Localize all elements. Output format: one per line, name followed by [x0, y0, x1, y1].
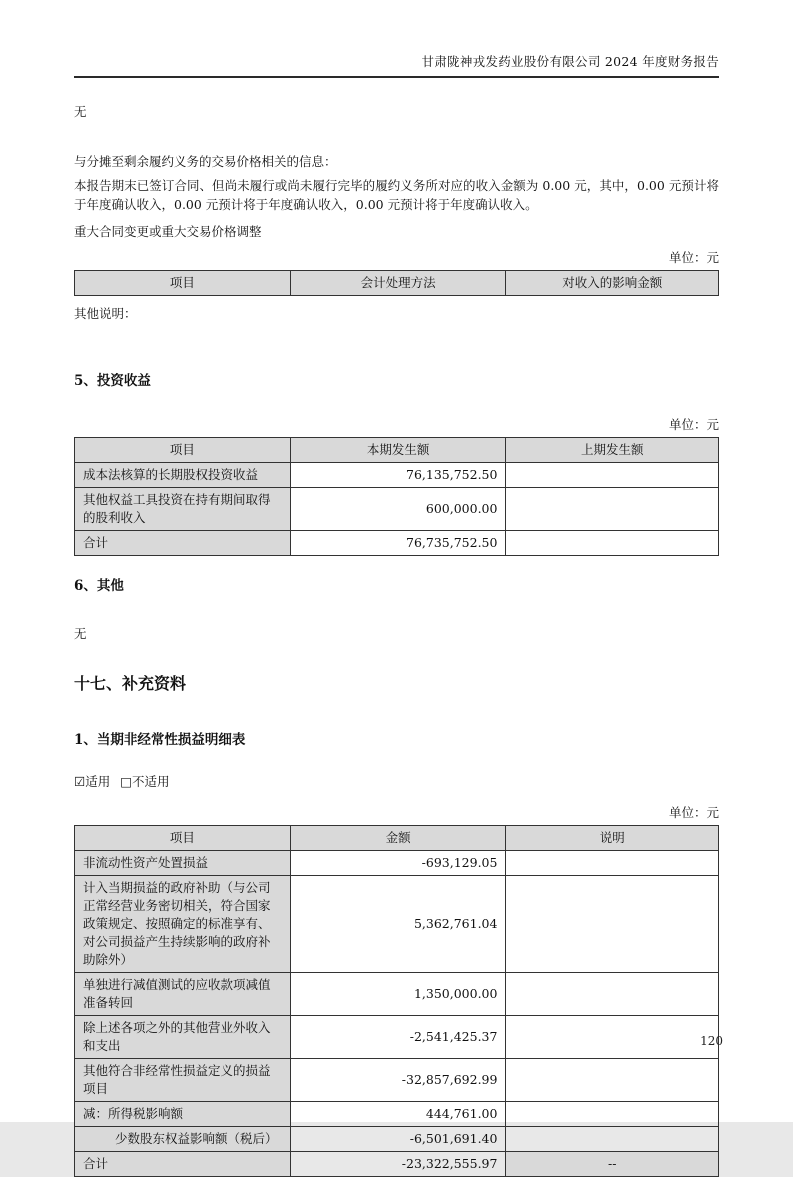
- row-current-amount: 600,000.00: [290, 488, 506, 531]
- row-note: [506, 850, 719, 875]
- row-label: 成本法核算的长期股权投资收益: [75, 463, 291, 488]
- none-text-1: 无: [74, 104, 87, 119]
- unit-label-3: 单位：元: [668, 804, 719, 820]
- row-amount: -6,501,691.40: [290, 1126, 506, 1151]
- section17-heading: 十七、补充资料: [74, 674, 187, 693]
- row-label: 计入当期损益的政府补助（与公司正常经营业务密切相关，符合国家政策规定、按照确定的标准享有、对公司损益产生持续影响的政府补助除外）: [75, 875, 291, 972]
- total-row-label: 合计: [75, 1151, 291, 1176]
- table-header-row: [75, 271, 719, 296]
- applicable-checkbox: ☑适用: [74, 774, 111, 789]
- table-row: [75, 488, 719, 531]
- contract-col-item: 项目: [75, 271, 291, 296]
- other-note-label: 其他说明：: [74, 306, 137, 321]
- not-applicable-checkbox: □不适用: [120, 774, 170, 789]
- none-text-2: 无: [74, 626, 87, 641]
- row-prior-amount: [506, 463, 719, 488]
- table-total-row: [75, 531, 719, 556]
- contract-col-impact: 对收入的影响金额: [506, 271, 719, 296]
- applicability-line: [74, 772, 719, 790]
- invest-col-current: 本期发生额: [290, 438, 506, 463]
- contract-change-table: [74, 270, 719, 296]
- invest-col-item: 项目: [75, 438, 291, 463]
- contract-change-line: 重大合同变更或重大交易价格调整: [74, 224, 262, 239]
- total-row-label: 合计: [75, 531, 291, 556]
- row-label: 除上述各项之外的其他营业外收入和支出: [75, 1015, 291, 1058]
- table-total-row: [75, 1151, 719, 1176]
- row-note: [506, 1126, 719, 1151]
- investment-income-table: [74, 437, 719, 556]
- table-row: [75, 875, 719, 972]
- row-amount: -2,541,425.37: [290, 1015, 506, 1058]
- row-note: [506, 972, 719, 1015]
- total-note: --: [506, 1151, 719, 1176]
- row-label: 其他符合非经常性损益定义的损益项目: [75, 1058, 291, 1101]
- row-note: [506, 875, 719, 972]
- section17-sub1-heading: 1、当期非经常性损益明细表: [74, 732, 246, 748]
- table-header-row: [75, 438, 719, 463]
- row-label: 单独进行减值测试的应收款项减值准备转回: [75, 972, 291, 1015]
- unit-label-1: 单位：元: [668, 250, 719, 265]
- row-prior-amount: [506, 488, 719, 531]
- nonrec-col-amount: 金额: [290, 825, 506, 850]
- row-amount: 1,350,000.00: [290, 972, 506, 1015]
- total-amount: -23,322,555.97: [290, 1151, 506, 1176]
- table-row: [75, 463, 719, 488]
- row-amount: 444,761.00: [290, 1101, 506, 1126]
- total-prior-amount: [506, 531, 719, 556]
- row-amount: -32,857,692.99: [290, 1058, 506, 1101]
- report-header: [74, 0, 719, 78]
- invest-col-prior: 上期发生额: [506, 438, 719, 463]
- row-note: [506, 1058, 719, 1101]
- nonrec-col-note: 说明: [506, 825, 719, 850]
- unit-label-2: 单位：元: [668, 417, 719, 432]
- row-label: 减：所得税影响额: [75, 1101, 291, 1126]
- table-row: [75, 1015, 719, 1058]
- table-header-row: [75, 825, 719, 850]
- table-row: [75, 1101, 719, 1126]
- row-label: 少数股东权益影响额（税后）: [75, 1126, 291, 1151]
- row-note: [506, 1015, 719, 1058]
- row-current-amount: 76,135,752.50: [290, 463, 506, 488]
- section5-heading: 5、投资收益: [74, 373, 151, 389]
- row-label: 其他权益工具投资在持有期间取得的股利收入: [75, 488, 291, 531]
- report-title: 甘肃陇神戎发药业股份有限公司 2024 年度财务报告: [421, 54, 719, 69]
- table-row: [75, 972, 719, 1015]
- remaining-obligation-info-line: 与分摊至剩余履约义务的交易价格相关的信息：: [74, 154, 337, 169]
- row-amount: 5,362,761.04: [290, 875, 506, 972]
- section6-heading: 6、其他: [74, 578, 124, 594]
- remaining-obligation-paragraph: 本报告期末已签订合同、但尚未履行或尚未履行完毕的履约义务所对应的收入金额为 0.00 元，其中，0.00 元预计将于年度确认收入，0.00 元预计将于年度确认收入，0.00 元预计将于年度确认收入。: [74, 178, 719, 212]
- nonrec-col-item: 项目: [75, 825, 291, 850]
- table-row: [75, 1126, 719, 1151]
- contract-col-method: 会计处理方法: [290, 271, 506, 296]
- page-content: [74, 102, 719, 1177]
- non-recurring-items-table: [74, 825, 719, 1177]
- table-row: [75, 850, 719, 875]
- total-current-amount: 76,735,752.50: [290, 531, 506, 556]
- row-label: 非流动性资产处置损益: [75, 850, 291, 875]
- row-amount: -693,129.05: [290, 850, 506, 875]
- page-number: 120: [700, 1034, 723, 1048]
- row-note: [506, 1101, 719, 1126]
- table-row: [75, 1058, 719, 1101]
